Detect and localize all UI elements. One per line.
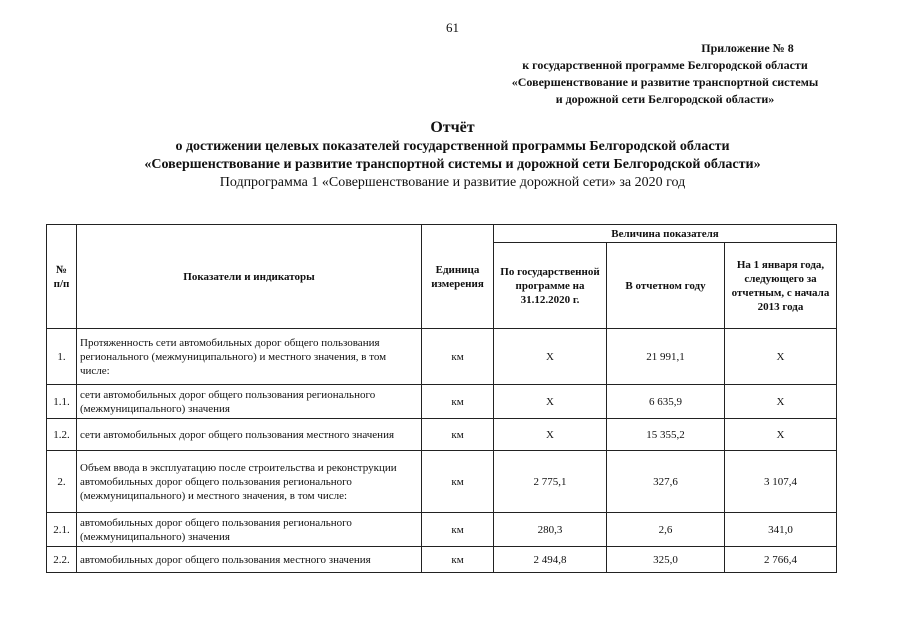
row-unit: км	[422, 419, 494, 451]
row-since: 3 107,4	[725, 451, 837, 513]
row-name: Протяженность сети автомобильных дорог общего пользования регионального (межмуниципального) и местного значения, в том числе:	[77, 329, 422, 385]
row-plan: Х	[494, 329, 607, 385]
header-name: Показатели и индикаторы	[77, 225, 422, 329]
row-name: сети автомобильных дорог общего пользования местного значения	[77, 419, 422, 451]
row-fact: 15 355,2	[607, 419, 725, 451]
row-num: 1.1.	[47, 385, 77, 419]
table-row	[47, 513, 837, 547]
row-num: 2.	[47, 451, 77, 513]
row-since: 341,0	[725, 513, 837, 547]
header-num: № п/п	[47, 225, 77, 329]
row-plan: 2 775,1	[494, 451, 607, 513]
header-plan: По государственной программе на 31.12.2020 г.	[494, 243, 607, 329]
row-num: 2.2.	[47, 547, 77, 573]
appendix-line-2: к государственной программе Белгородской области	[522, 58, 808, 72]
row-plan: Х	[494, 385, 607, 419]
row-unit: км	[422, 451, 494, 513]
row-plan: 280,3	[494, 513, 607, 547]
report-subheading: о достижении целевых показателей государственной программы Белгородской области	[175, 139, 730, 154]
row-since: 2 766,4	[725, 547, 837, 573]
row-fact: 21 991,1	[607, 329, 725, 385]
row-name: автомобильных дорог общего пользования регионального (межмуниципального) значения	[77, 513, 422, 547]
row-unit: км	[422, 385, 494, 419]
table-row	[47, 547, 837, 573]
row-since: Х	[725, 329, 837, 385]
appendix-header	[430, 40, 900, 108]
row-plan: Х	[494, 419, 607, 451]
row-num: 1.	[47, 329, 77, 385]
row-since: Х	[725, 385, 837, 419]
table-row	[47, 419, 837, 451]
program-name: «Совершенствование и развитие транспортной системы и дорожной сети Белгородской области»	[144, 157, 761, 172]
report-title	[0, 118, 905, 192]
row-plan: 2 494,8	[494, 547, 607, 573]
table-row	[47, 385, 837, 419]
table-row	[47, 329, 837, 385]
row-fact: 6 635,9	[607, 385, 725, 419]
row-unit: км	[422, 329, 494, 385]
row-unit: км	[422, 547, 494, 573]
row-unit: км	[422, 513, 494, 547]
appendix-line-3: «Совершенствование и развитие транспортной системы	[511, 75, 819, 89]
row-since: Х	[725, 419, 837, 451]
header-unit: Единица измерения	[422, 225, 494, 329]
row-num: 2.1.	[47, 513, 77, 547]
report-heading: Отчёт	[430, 119, 475, 136]
row-fact: 2,6	[607, 513, 725, 547]
header-since-2013: На 1 января года, следующего за отчетным, с начала 2013 года	[725, 243, 837, 329]
row-num: 1.2.	[47, 419, 77, 451]
row-fact: 325,0	[607, 547, 725, 573]
indicators-table	[46, 224, 837, 573]
table-row	[47, 451, 837, 513]
row-name: сети автомобильных дорог общего пользования регионального (межмуниципального) значения	[77, 385, 422, 419]
page-number: 61	[446, 20, 459, 35]
appendix-line-4: и дорожной сети Белгородской области»	[555, 92, 775, 106]
subprogram-name: Подпрограмма 1 «Совершенствование и развитие дорожной сети» за 2020 год	[219, 175, 686, 190]
header-fact: В отчетном году	[607, 243, 725, 329]
appendix-number: Приложение № 8	[701, 41, 794, 55]
row-fact: 327,6	[607, 451, 725, 513]
row-name: автомобильных дорог общего пользования местного значения	[77, 547, 422, 573]
header-value-group: Величина показателя	[494, 225, 837, 243]
row-name: Объем ввода в эксплуатацию после строительства и реконструкции автомобильных дорог общего пользования регионального (межмуниципального) и местного значения, в том числе:	[77, 451, 422, 513]
